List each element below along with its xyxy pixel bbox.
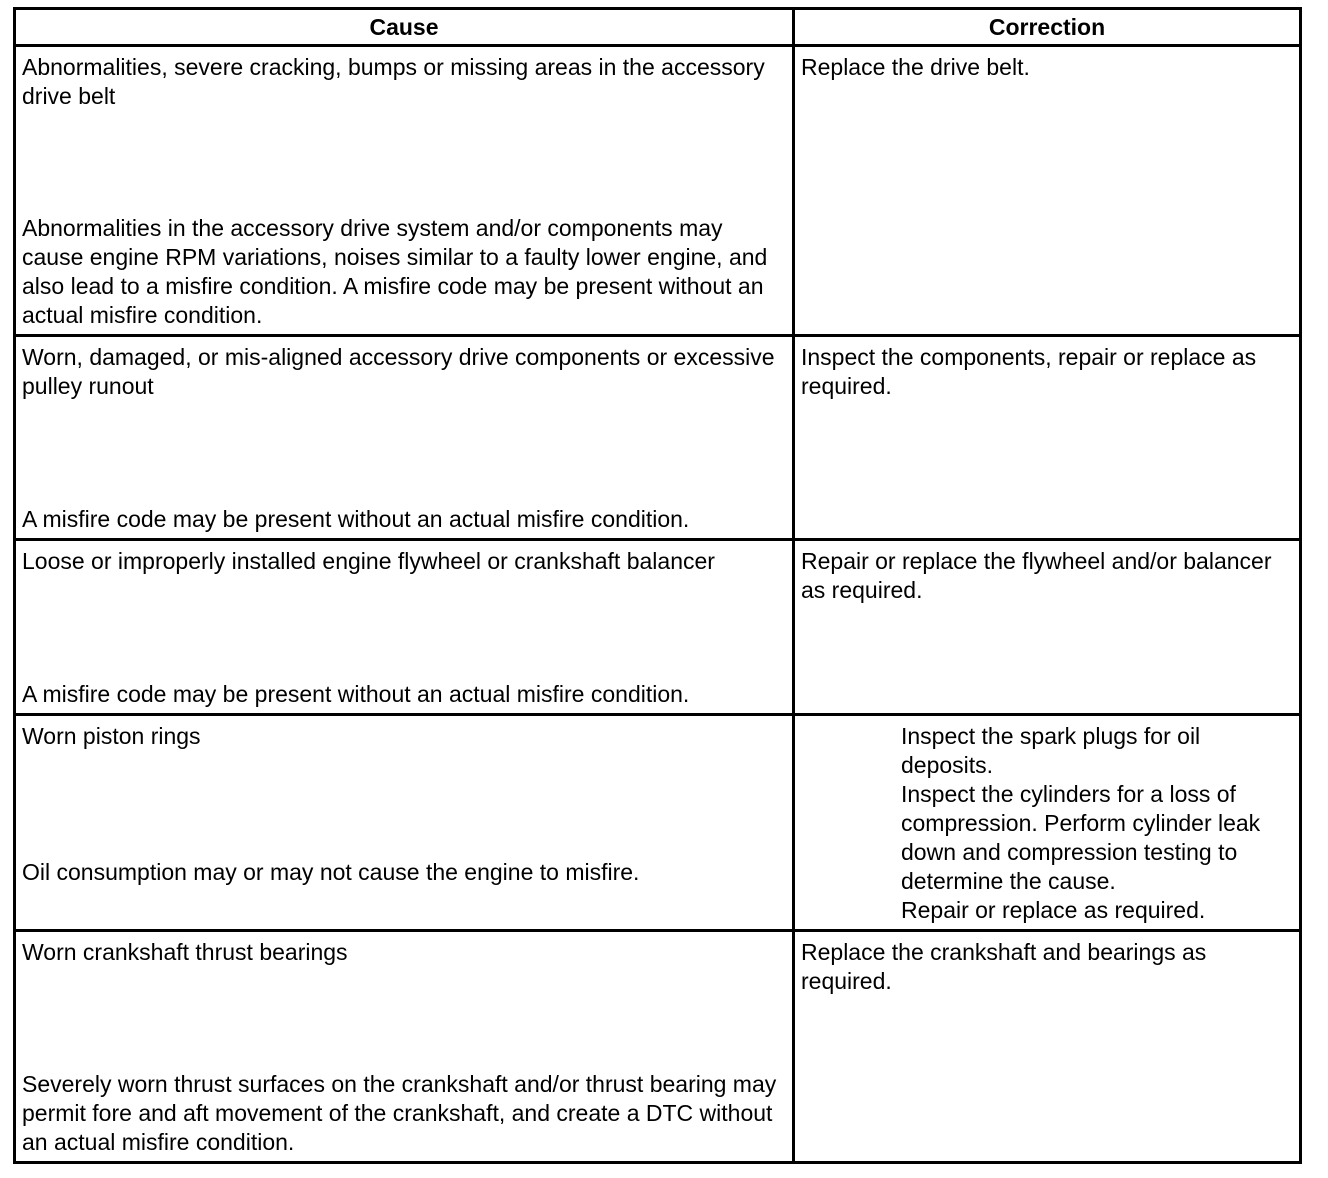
cause-text: Worn piston rings: [22, 723, 201, 749]
diagnostic-table: [13, 7, 1302, 1164]
cause-note: Abnormalities in the accessory drive system and/or components may cause engine RPM variations, noises similar to a faulty lower engine, and also lead to a misfire condition. A misfire code may be present without an actual misfire condition.: [22, 215, 768, 328]
correction-cell: [794, 46, 1301, 336]
cause-cell: [15, 540, 794, 715]
correction-steps: [801, 722, 1295, 925]
table-row: [15, 715, 1301, 931]
cause-text: Worn, damaged, or mis-aligned accessory drive components or excessive pulley runout: [22, 344, 775, 399]
cause-note: A misfire code may be present without an actual misfire condition.: [22, 681, 690, 707]
correction-cell: [794, 336, 1301, 540]
correction-step: Inspect the spark plugs for oil deposits.: [901, 723, 1201, 778]
header-cause: Cause: [15, 9, 794, 46]
cause-cell: [15, 336, 794, 540]
table-row: [15, 336, 1301, 540]
correction-cell: [794, 540, 1301, 715]
header-correction: Correction: [794, 9, 1301, 46]
cause-cell: [15, 46, 794, 336]
cause-text: Worn crankshaft thrust bearings: [22, 939, 348, 965]
correction-text: Inspect the components, repair or replace as required.: [801, 344, 1257, 399]
correction-text: Replace the drive belt.: [801, 54, 1030, 80]
cause-cell: [15, 931, 794, 1163]
table-row: [15, 931, 1301, 1163]
header-row: [15, 9, 1301, 46]
cause-text: Loose or improperly installed engine flywheel or crankshaft balancer: [22, 548, 715, 574]
cause-note: Oil consumption may or may not cause the engine to misfire.: [22, 859, 640, 885]
cause-text: Abnormalities, severe cracking, bumps or missing areas in the accessory drive belt: [22, 54, 765, 109]
correction-text: Replace the crankshaft and bearings as required.: [801, 939, 1207, 994]
correction-cell: [794, 715, 1301, 931]
cause-cell: [15, 715, 794, 931]
cause-note: A misfire code may be present without an actual misfire condition.: [22, 506, 690, 532]
correction-step: Repair or replace as required.: [901, 897, 1206, 923]
correction-text: Repair or replace the flywheel and/or balancer as required.: [801, 548, 1272, 603]
correction-step: Inspect the cylinders for a loss of compression. Perform cylinder leak down and compression testing to determine the cause.: [901, 781, 1261, 894]
cause-note: Severely worn thrust surfaces on the crankshaft and/or thrust bearing may permit fore and aft movement of the crankshaft, and create a DTC without an actual misfire condition.: [22, 1071, 777, 1155]
table-row: [15, 46, 1301, 336]
correction-cell: [794, 931, 1301, 1163]
table-row: [15, 540, 1301, 715]
